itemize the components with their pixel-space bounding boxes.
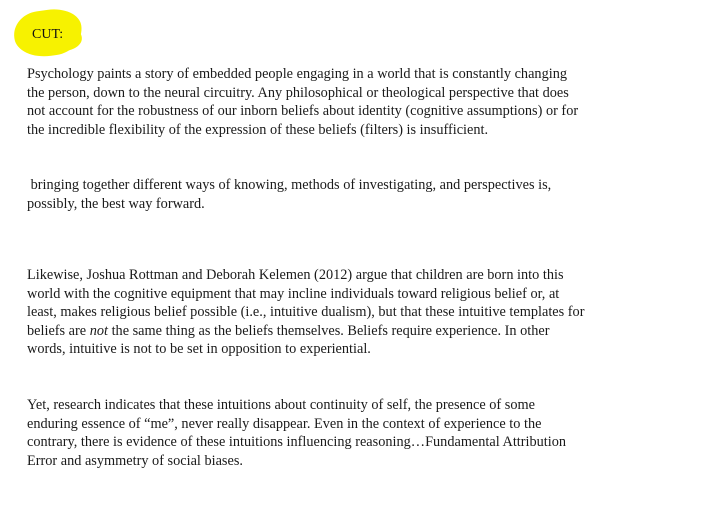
text-line: Likewise, Joshua Rottman and Deborah Kelemen (2012) argue that children are born into this xyxy=(27,267,564,283)
text-line: contrary, there is evidence of these intuitions influencing reasoning…Fundamental Attribution xyxy=(27,434,567,450)
paragraph-research-intuitions xyxy=(27,396,667,470)
text-line: Error and asymmetry of social biases. xyxy=(27,452,243,469)
paragraph-psychology xyxy=(27,65,667,139)
text-line: not account for the robustness of our inborn beliefs about identity (cognitive assumptions) or for xyxy=(27,103,579,119)
text-line: the person, down to the neural circuitry. Any philosophical or theological perspective that does xyxy=(27,84,569,101)
paragraph-rottman-kelemen xyxy=(27,266,667,359)
text-line: bringing together different ways of knowing, methods of investigating, and perspectives is, xyxy=(27,177,552,193)
text-line: possibly, the best way forward. xyxy=(27,195,205,212)
text-line xyxy=(27,322,667,341)
text-line: the incredible flexibility of the expression of these beliefs (filters) is insufficient. xyxy=(27,121,489,138)
text-line: world with the cognitive equipment that may incline individuals toward religious belief or, at xyxy=(27,285,560,302)
text-segment: the same thing as the beliefs themselves. Beliefs require experience. In other xyxy=(108,322,550,339)
text-segment: beliefs are xyxy=(27,322,90,339)
text-line: Yet, research indicates that these intuitions about continuity of self, the presence of some xyxy=(27,397,535,413)
text-line: words, intuitive is not to be set in opposition to experiential. xyxy=(27,341,371,357)
paragraph-bringing-together xyxy=(27,176,667,213)
text-line: Psychology paints a story of embedded people engaging in a world that is constantly changing xyxy=(27,66,567,82)
text-line: enduring essence of “me”, never really disappear. Even in the context of experience to the xyxy=(27,415,542,432)
text-line: least, makes religious belief possible (i.e., intuitive dualism), but that these intuitive templates for xyxy=(27,304,585,320)
cut-label: CUT: xyxy=(32,27,64,42)
emphasis-not: not xyxy=(89,322,108,339)
